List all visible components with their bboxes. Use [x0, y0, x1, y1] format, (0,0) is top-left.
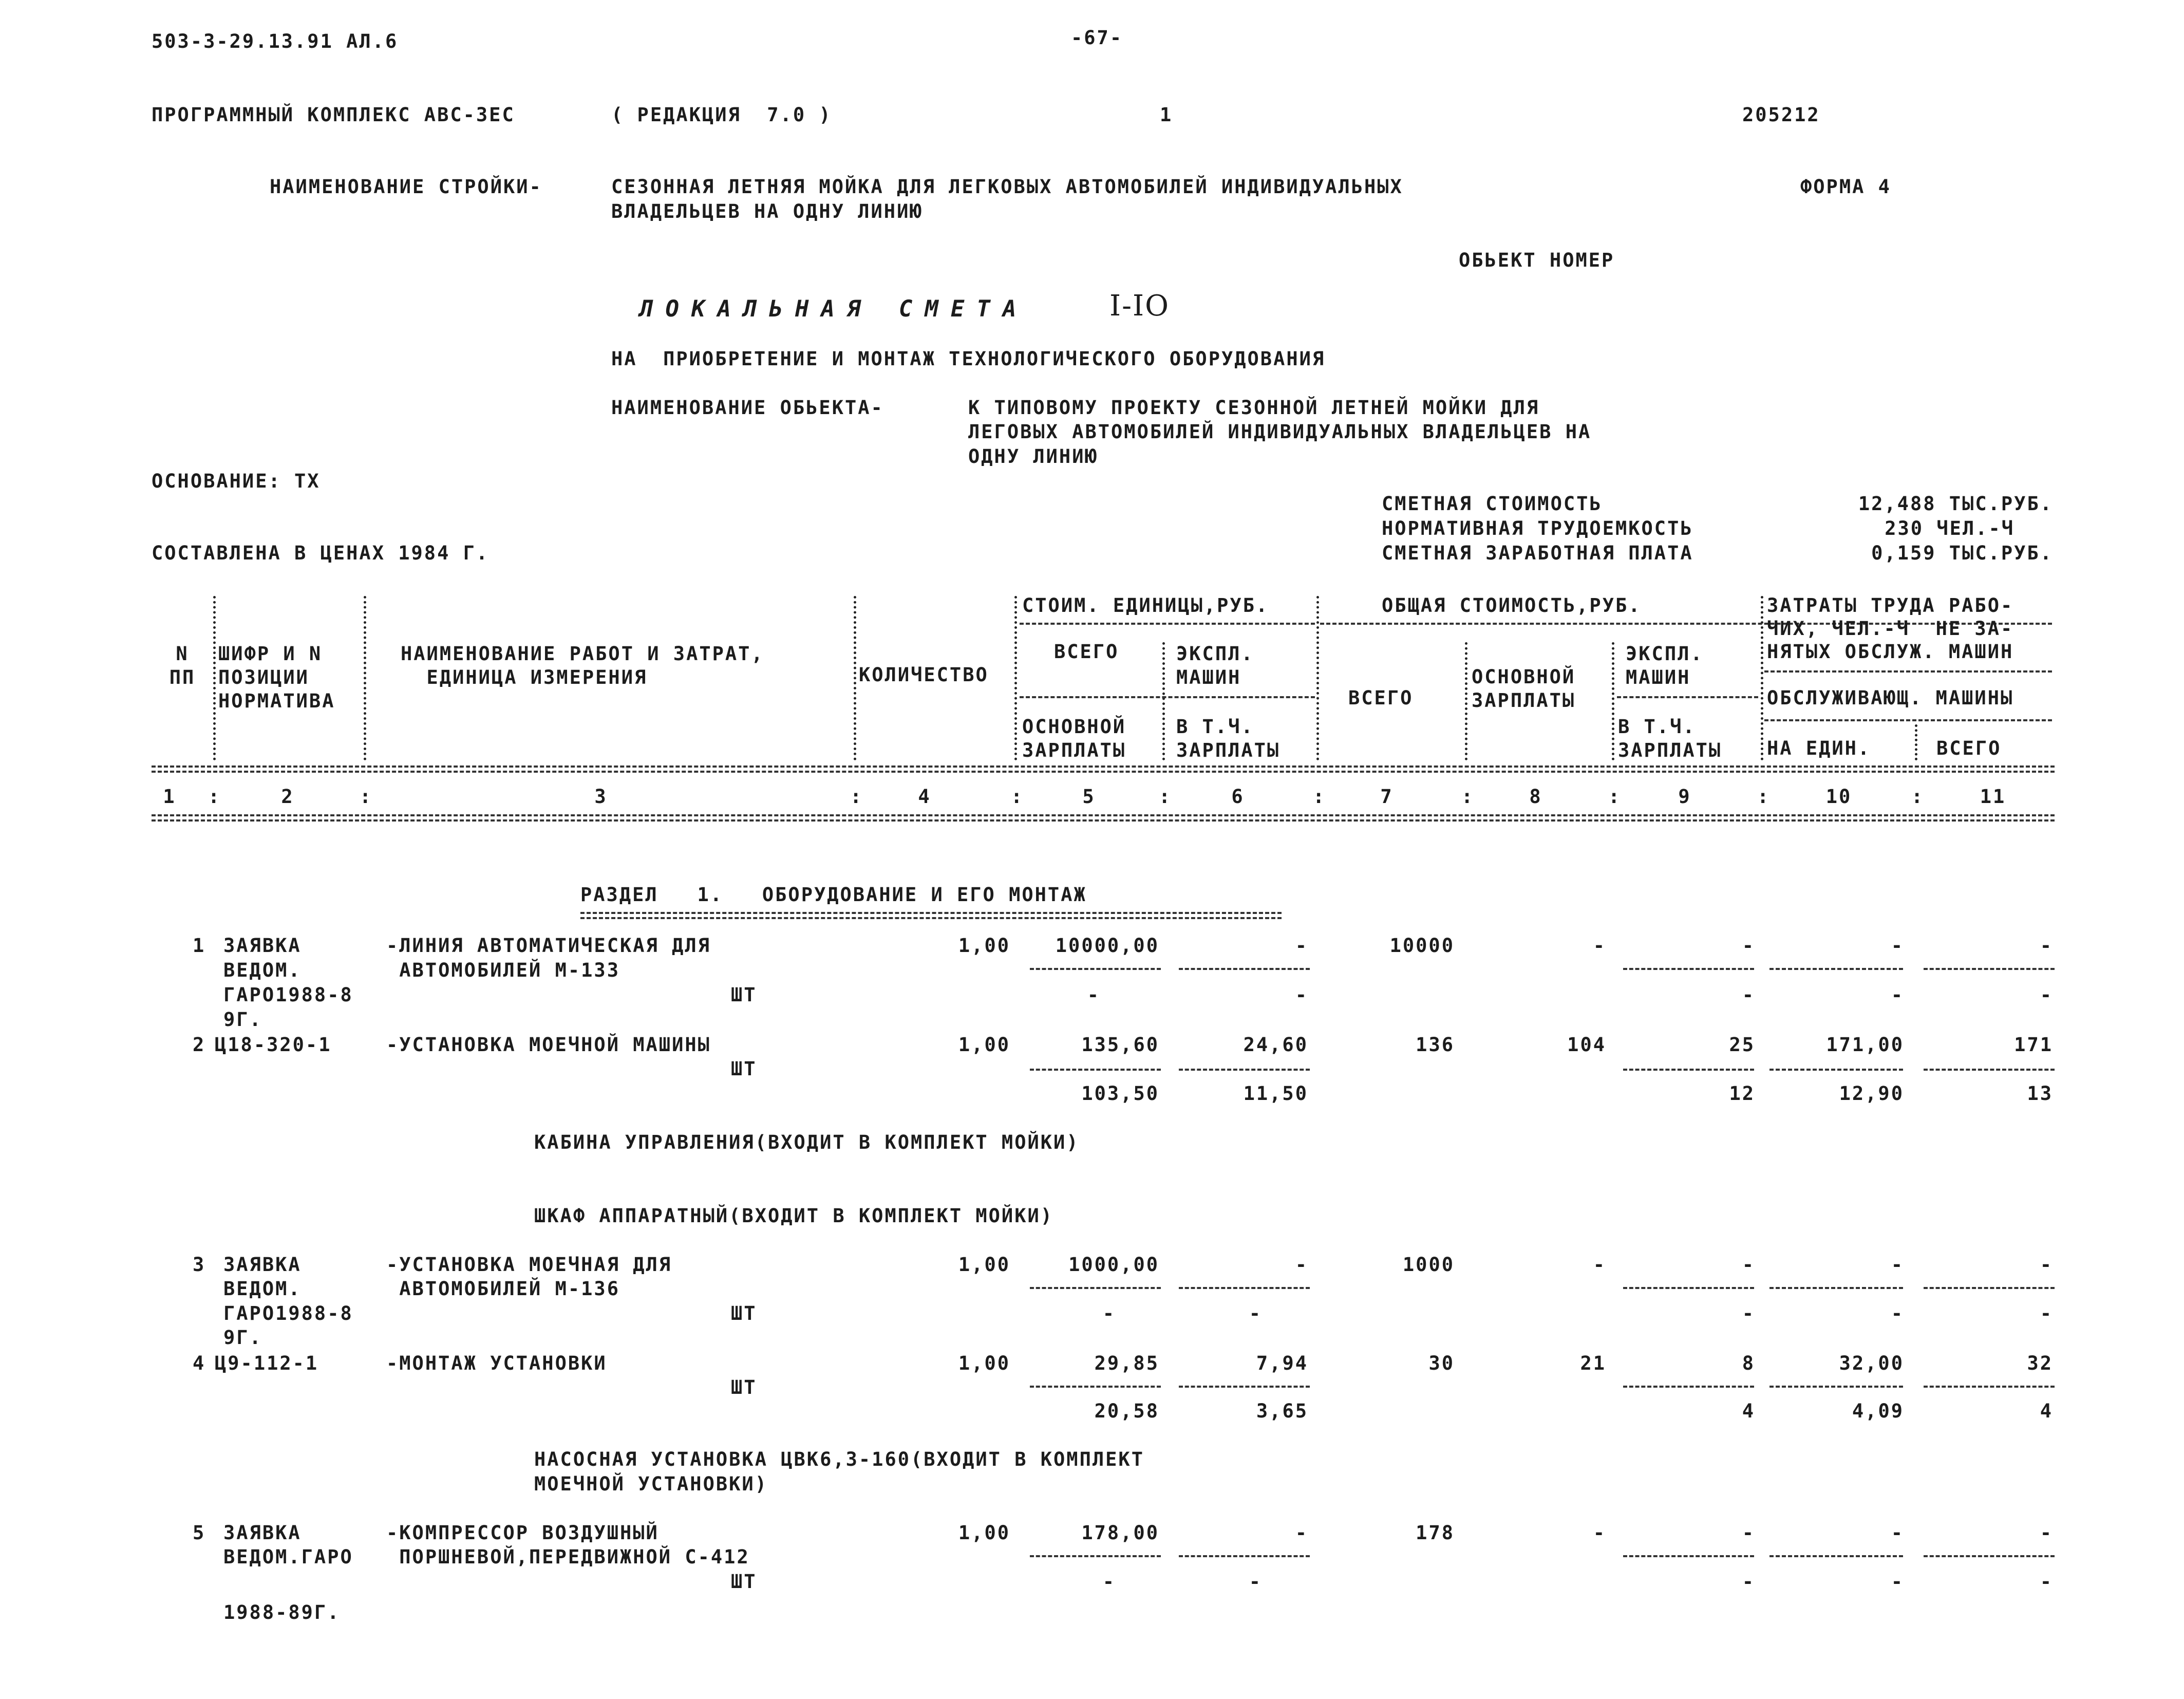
row-1-unit-wage: - — [1087, 984, 1100, 1006]
row-5-code-line2: ВЕДОМ.ГАРО — [223, 1546, 353, 1568]
unit-total-header: ВСЕГО — [1054, 641, 1119, 663]
col-index-5: 5 — [1082, 786, 1096, 808]
labor-header-line4: ОБСЛУЖИВАЮЩ. МАШИНЫ — [1767, 687, 2014, 709]
col-index-separator: : — [1608, 786, 1622, 808]
col-index-1: 1 — [163, 786, 176, 808]
row-3-unit-cost: 1000,00 — [1068, 1254, 1159, 1276]
section-underline — [580, 912, 1282, 919]
row-4-unit-wage: 20,58 — [1094, 1400, 1159, 1422]
col-quantity-header: КОЛИЧЕСТВО — [859, 664, 989, 686]
row-5-number: 5 — [193, 1522, 206, 1544]
page-number: -67- — [1071, 27, 1123, 49]
row-1-labor-total-2: - — [2040, 984, 2053, 1006]
total-all-header: ВСЕГО — [1348, 687, 1414, 709]
row-1-divider — [1769, 968, 1903, 970]
total-wage-header: ОСНОВНОЙ ЗАРПЛАТЫ — [1472, 666, 1576, 712]
row-2-labor-total-2: 13 — [2027, 1082, 2053, 1105]
estimate-number: I-IO — [1109, 289, 1170, 323]
form-label: ФОРМА 4 — [1800, 176, 1891, 198]
row-1-code-line4: 9Г. — [223, 1009, 262, 1031]
row-3-number: 3 — [193, 1254, 206, 1276]
unit-machine-header: ЭКСПЛ. МАШИН — [1176, 643, 1254, 688]
row-1-divider — [1179, 968, 1310, 970]
row-1-unit-machine: - — [1295, 935, 1308, 957]
row-3-labor-total-2: - — [2040, 1302, 2053, 1324]
row-5-labor-unit: - — [1891, 1522, 1904, 1544]
row-1-unit: ШТ — [731, 984, 757, 1006]
row-1-divider — [1623, 968, 1754, 970]
row-2-divider — [1179, 1069, 1310, 1071]
col-index-2: 2 — [281, 786, 294, 808]
row-1-divider — [1924, 968, 2055, 970]
object-number: ОБЬЕКТ НОМЕР — [1459, 249, 1615, 271]
summary-value-labor: 230 ЧЕЛ.-Ч — [1885, 517, 2014, 539]
row-4-labor-unit-2: 4,09 — [1852, 1400, 1904, 1422]
row-2-total-machine: 25 — [1729, 1034, 1755, 1056]
row-2-unit-machine-wage: 11,50 — [1243, 1082, 1308, 1105]
row-5-divider — [1623, 1555, 1754, 1557]
row-3-total-machine-wage: - — [1742, 1302, 1755, 1324]
col-index-separator: : — [850, 786, 863, 808]
row-2-labor-unit-2: 12,90 — [1839, 1082, 1904, 1105]
row-3-labor-total: - — [2040, 1254, 2053, 1276]
row-2-name: -УСТАНОВКА МОЕЧНОЙ МАШИНЫ — [386, 1034, 711, 1056]
row-5-divider — [1179, 1555, 1310, 1557]
unit-incl-wage-header: В Т.Ч. ЗАРПЛАТЫ — [1176, 716, 1281, 761]
row-3-unit-wage: - — [1102, 1302, 1116, 1324]
row-3-divider — [1769, 1287, 1903, 1289]
column-separator — [1014, 596, 1017, 760]
col-number-header: N ПП — [169, 643, 196, 688]
col-index-separator: : — [1461, 786, 1475, 808]
object-name-line1: К ТИПОВОМУ ПРОЕКТУ СЕЗОННОЙ ЛЕТНЕЙ МОЙКИ ДЛЯ — [968, 397, 1540, 419]
row-2-labor-total: 171 — [2014, 1034, 2053, 1056]
row-2-unit-cost: 135,60 — [1081, 1034, 1159, 1056]
row-3-name-line2: АВТОМОБИЛЕЙ М-136 — [386, 1278, 620, 1300]
column-separator — [1915, 724, 1917, 760]
row-2-labor-unit: 171,00 — [1826, 1034, 1904, 1056]
col-index-7: 7 — [1380, 786, 1394, 808]
labor-header-line3: НЯТЫХ ОБСЛУЖ. МАШИН — [1767, 641, 2014, 663]
row-2-unit-machine: 24,60 — [1243, 1034, 1308, 1056]
row-5-divider — [1924, 1555, 2055, 1557]
row-5-total-wage: - — [1593, 1522, 1606, 1544]
row-3-divider — [1623, 1287, 1754, 1289]
summary-value-wage: 0,159 ТЫС.РУБ. — [1871, 542, 2053, 564]
row-1-unit-cost: 10000,00 — [1055, 935, 1159, 957]
col-index-separator: : — [1159, 786, 1172, 808]
col-index-4: 4 — [918, 786, 931, 808]
row-3-unit-machine-wage: - — [1249, 1302, 1262, 1324]
row-1-code-line3: ГАРО1988-8 — [223, 984, 353, 1006]
col-index-9: 9 — [1678, 786, 1691, 808]
estimate-subtitle: НА ПРИОБРЕТЕНИЕ И МОНТАЖ ТЕХНОЛОГИЧЕСКОГО ОБОРУДОВАНИЯ — [611, 348, 1326, 370]
row-4-total: 30 — [1428, 1352, 1455, 1374]
row-2-total: 136 — [1416, 1034, 1455, 1056]
construction-name-line1: СЕЗОННАЯ ЛЕТНЯЯ МОЙКА ДЛЯ ЛЕГКОВЫХ АВТОМОБИЛЕЙ ИНДИВИДУАЛЬНЫХ — [611, 176, 1403, 198]
row-5-labor-unit-2: - — [1891, 1571, 1904, 1593]
row-5-code-line3: 1988-89Г. — [223, 1601, 341, 1623]
total-incl-wage-header: В Т.Ч. ЗАРПЛАТЫ — [1618, 716, 1722, 761]
row-2-number: 2 — [193, 1034, 206, 1056]
col-index-6: 6 — [1231, 786, 1245, 808]
row-2-total-wage: 104 — [1567, 1034, 1606, 1056]
note-pump-line1: НАСОСНАЯ УСТАНОВКА ЦВК6,3-160(ВХОДИТ В КОМПЛЕКТ — [534, 1448, 1144, 1470]
row-4-unit-machine: 7,94 — [1256, 1352, 1308, 1374]
row-4-total-machine-wage: 4 — [1742, 1400, 1755, 1422]
col-name-header: НАИМЕНОВАНИЕ РАБОТ И ЗАТРАТ, ЕДИНИЦА ИЗМЕРЕНИЯ — [401, 643, 764, 688]
row-2-unit: ШТ — [731, 1058, 757, 1080]
row-5-divider — [1769, 1555, 1903, 1557]
col-index-separator: : — [1313, 786, 1326, 808]
summary-label-wage: СМЕТНАЯ ЗАРАБОТНАЯ ПЛАТА — [1382, 542, 1693, 564]
row-1-labor-total: - — [2040, 935, 2053, 957]
col-index-3: 3 — [594, 786, 608, 808]
note-pump-line2: МОЕЧНОЙ УСТАНОВКИ) — [534, 1473, 768, 1495]
row-3-total: 1000 — [1402, 1254, 1455, 1276]
row-4-divider — [1030, 1386, 1161, 1388]
row-3-name-line1: -УСТАНОВКА МОЕЧНАЯ ДЛЯ — [386, 1254, 672, 1276]
sheet-number: 1 — [1160, 104, 1173, 126]
row-4-total-wage: 21 — [1580, 1352, 1606, 1374]
row-2-quantity: 1,00 — [958, 1034, 1010, 1056]
unit-wage-header: ОСНОВНОЙ ЗАРПЛАТЫ — [1022, 716, 1126, 761]
column-separator — [1162, 642, 1165, 760]
price-basis: СОСТАВЛЕНА В ЦЕНАХ 1984 Г. — [152, 542, 489, 564]
row-2-code: Ц18-320-1 — [215, 1034, 332, 1056]
row-4-number: 4 — [193, 1352, 206, 1374]
row-2-divider — [1769, 1069, 1903, 1071]
construction-label: НАИМЕНОВАНИЕ СТРОЙКИ- — [270, 176, 542, 198]
total-machine-header: ЭКСПЛ. МАШИН — [1626, 643, 1704, 688]
labor-header-line1: ЗАТРАТЫ ТРУДА РАБО- — [1767, 594, 2014, 617]
row-5-labor-total-2: - — [2040, 1571, 2053, 1593]
object-label: НАИМЕНОВАНИЕ ОБЬЕКТА- — [611, 397, 884, 419]
row-3-unit: ШТ — [731, 1302, 757, 1324]
row-1-code-line1: ЗАЯВКА — [223, 935, 302, 957]
row-4-total-machine: 8 — [1742, 1352, 1755, 1374]
row-4-unit-machine-wage: 3,65 — [1256, 1400, 1308, 1422]
row-5-name-line2: ПОРШНЕВОЙ,ПЕРЕДВИЖНОЙ С-412 — [386, 1546, 750, 1568]
program-name: ПРОГРАММНЫЙ КОМПЛЕКС АВС-3ЕС — [152, 104, 515, 126]
row-3-code-line1: ЗАЯВКА — [223, 1254, 302, 1276]
row-3-divider — [1030, 1287, 1161, 1289]
row-3-divider — [1924, 1287, 2055, 1289]
row-5-unit-machine: - — [1295, 1522, 1308, 1544]
row-1-total-machine: - — [1742, 935, 1755, 957]
row-3-quantity: 1,00 — [958, 1254, 1010, 1276]
row-5-total-machine: - — [1742, 1522, 1755, 1544]
row-4-divider — [1769, 1386, 1903, 1388]
row-4-quantity: 1,00 — [958, 1352, 1010, 1374]
estimate-title: ЛОКАЛЬНАЯ СМЕТА — [639, 296, 1029, 322]
row-1-name-line1: -ЛИНИЯ АВТОМАТИЧЕСКАЯ ДЛЯ — [386, 935, 711, 957]
row-4-labor-total: 32 — [2027, 1352, 2053, 1374]
row-3-code-line2: ВЕДОМ. — [223, 1278, 302, 1300]
row-5-unit-wage: - — [1102, 1571, 1116, 1593]
summary-value-cost: 12,488 ТЫС.РУБ. — [1858, 493, 2053, 515]
col-index-separator: : — [208, 786, 221, 808]
row-3-code-line3: ГАРО1988-8 — [223, 1302, 353, 1324]
row-4-unit: ШТ — [731, 1376, 757, 1398]
total-cost-header: ОБЩАЯ СТОИМОСТЬ,РУБ. — [1382, 594, 1642, 617]
row-1-name-line2: АВТОМОБИЛЕЙ М-133 — [386, 959, 620, 981]
doc-code: 503-3-29.13.91 АЛ.6 — [152, 30, 399, 52]
row-3-divider — [1179, 1287, 1310, 1289]
row-5-quantity: 1,00 — [958, 1522, 1010, 1544]
row-4-labor-unit: 32,00 — [1839, 1352, 1904, 1374]
row-4-divider — [1924, 1386, 2055, 1388]
row-5-unit-cost: 178,00 — [1081, 1522, 1159, 1544]
col-index-separator: : — [360, 786, 373, 808]
column-separator — [1465, 642, 1467, 760]
row-3-code-line4: 9Г. — [223, 1327, 262, 1349]
row-1-number: 1 — [193, 935, 206, 957]
row-5-labor-total: - — [2040, 1522, 2053, 1544]
labor-total-header: ВСЕГО — [1936, 737, 2002, 759]
col-index-10: 10 — [1825, 786, 1852, 808]
construction-name-line2: ВЛАДЕЛЬЦЕВ НА ОДНУ ЛИНИЮ — [611, 200, 923, 222]
row-4-labor-total-2: 4 — [2040, 1400, 2053, 1422]
row-2-divider — [1623, 1069, 1754, 1071]
summary-label-labor: НОРМАТИВНАЯ ТРУДОЕМКОСТЬ — [1382, 517, 1693, 539]
labor-per-unit-header: НА ЕДИН. — [1767, 737, 1871, 759]
column-separator — [364, 596, 366, 760]
object-name-line3: ОДНУ ЛИНИЮ — [968, 445, 1098, 468]
header-divider — [1020, 623, 1315, 625]
col-index-8: 8 — [1529, 786, 1542, 808]
column-separator — [1316, 596, 1319, 760]
row-3-unit-machine: - — [1295, 1254, 1308, 1276]
row-1-quantity: 1,00 — [958, 935, 1010, 957]
header-rule — [152, 814, 2055, 822]
row-2-total-machine-wage: 12 — [1729, 1082, 1755, 1105]
row-3-labor-unit: - — [1891, 1254, 1904, 1276]
row-2-unit-wage: 103,50 — [1081, 1082, 1159, 1105]
row-4-divider — [1179, 1386, 1310, 1388]
col-code-header: ШИФР И N ПОЗИЦИИ НОРМАТИВА — [218, 643, 335, 712]
row-1-total-machine-wage: - — [1742, 984, 1755, 1006]
row-4-unit-cost: 29,85 — [1094, 1352, 1159, 1374]
row-2-divider — [1924, 1069, 2055, 1071]
row-5-name-line1: -КОМПРЕССОР ВОЗДУШНЫЙ — [386, 1522, 659, 1544]
column-separator — [1612, 642, 1614, 760]
row-5-unit-machine-wage: - — [1249, 1571, 1262, 1593]
column-separator — [213, 596, 216, 760]
row-1-labor-unit: - — [1891, 935, 1904, 957]
row-1-divider — [1030, 968, 1161, 970]
object-name-line2: ЛЕГОВЫХ АВТОМОБИЛЕЙ ИНДИВИДУАЛЬНЫХ ВЛАДЕЛЬЦЕВ НА — [968, 421, 1592, 443]
col-index-separator: : — [1911, 786, 1925, 808]
row-5-divider — [1030, 1555, 1161, 1557]
header-divider — [1020, 696, 1315, 698]
summary-label-cost: СМЕТНАЯ СТОИМОСТЬ — [1382, 493, 1603, 515]
basis: ОСНОВАНИЕ: ТХ — [152, 470, 321, 492]
row-1-labor-unit-2: - — [1891, 984, 1904, 1006]
note-control-cabin: КАБИНА УПРАВЛЕНИЯ(ВХОДИТ В КОМПЛЕКТ МОЙКИ) — [534, 1131, 1080, 1153]
row-5-total: 178 — [1416, 1522, 1455, 1544]
row-3-total-wage: - — [1593, 1254, 1606, 1276]
edition: ( РЕДАКЦИЯ 7.0 ) — [611, 104, 832, 126]
row-3-labor-unit-2: - — [1891, 1302, 1904, 1324]
col-index-separator: : — [1011, 786, 1024, 808]
row-1-code-line2: ВЕДОМ. — [223, 959, 302, 981]
row-5-total-machine-wage: - — [1742, 1571, 1755, 1593]
header-rule — [152, 766, 2055, 773]
code-number: 205212 — [1742, 104, 1820, 126]
row-1-total-wage: - — [1593, 935, 1606, 957]
row-2-divider — [1030, 1069, 1161, 1071]
row-4-name: -МОНТАЖ УСТАНОВКИ — [386, 1352, 607, 1374]
row-4-code: Ц9-112-1 — [215, 1352, 319, 1374]
unit-cost-header: СТОИМ. ЕДИНИЦЫ,РУБ. — [1022, 594, 1269, 617]
column-separator — [1761, 596, 1763, 760]
labor-header-line2: ЧИХ, ЧЕЛ.-Ч НЕ ЗА- — [1767, 618, 2014, 640]
col-index-11: 11 — [1980, 786, 2006, 808]
col-index-separator: : — [1757, 786, 1771, 808]
row-4-divider — [1623, 1386, 1754, 1388]
section-title: РАЗДЕЛ 1. ОБОРУДОВАНИЕ И ЕГО МОНТАЖ — [580, 884, 1087, 906]
header-divider — [1617, 696, 1758, 698]
row-1-total: 10000 — [1389, 935, 1455, 957]
row-3-total-machine: - — [1742, 1254, 1755, 1276]
header-divider — [1764, 719, 2052, 721]
note-apparatus-cabinet: ШКАФ АППАРАТНЫЙ(ВХОДИТ В КОМПЛЕКТ МОЙКИ) — [534, 1205, 1054, 1227]
row-1-unit-machine-wage: - — [1295, 984, 1308, 1006]
header-divider — [1764, 670, 2052, 673]
column-separator — [854, 596, 856, 760]
row-5-code-line1: ЗАЯВКА — [223, 1522, 302, 1544]
row-5-unit: ШТ — [731, 1571, 757, 1593]
